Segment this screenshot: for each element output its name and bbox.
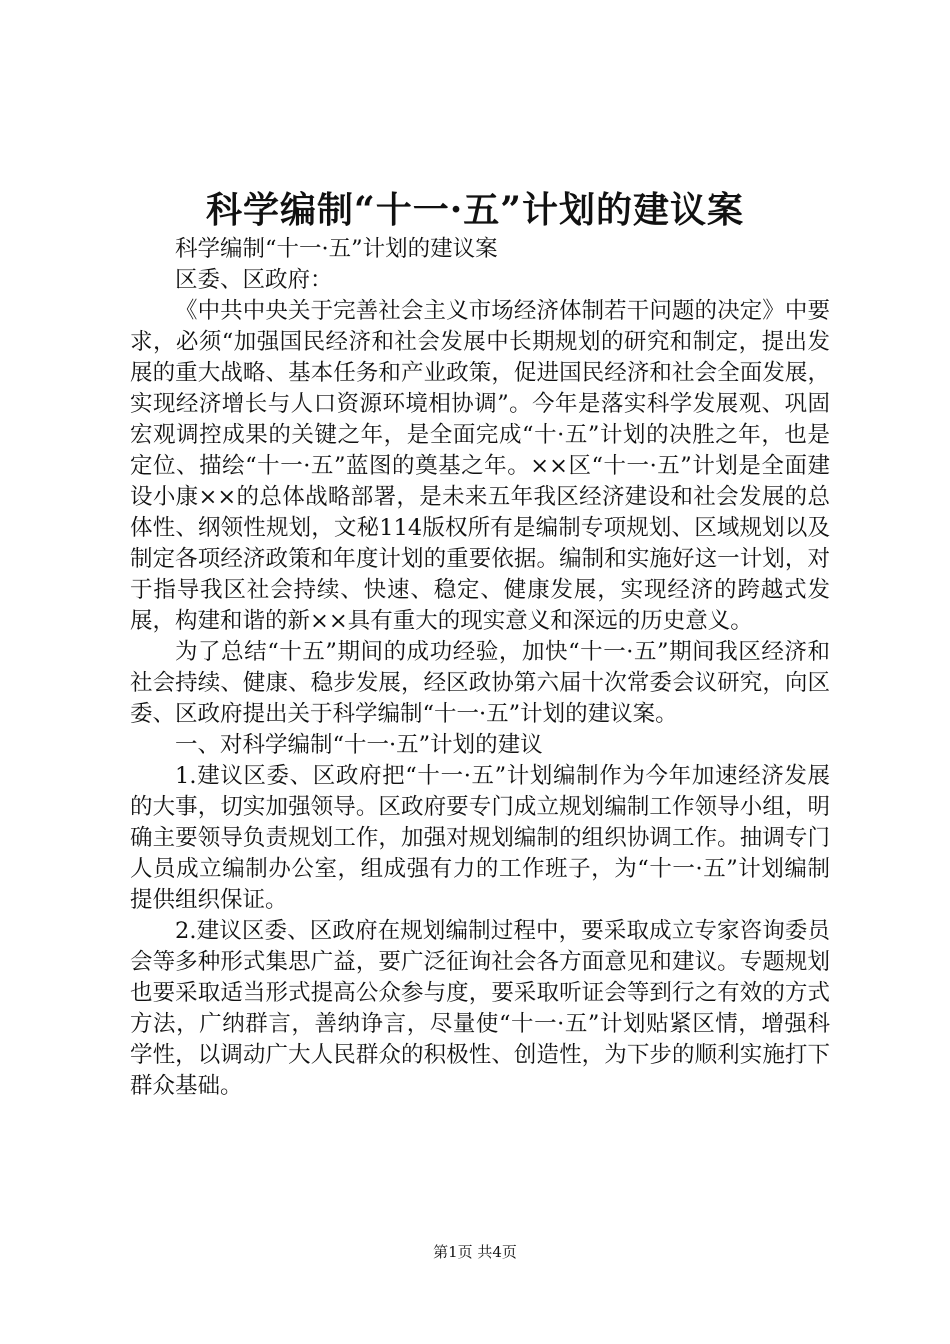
- body-paragraph: 2.建议区委、区政府在规划编制过程中，要采取成立专家咨询委员会等多种形式集思广益，要广泛征询社会各方面意见和建议。专题规划也要采取适当形式提高公众参与度，要采取听证会等到行之有效的方式方法，广纳群言，善纳诤言，尽量使“十一·五”计划贴紧区情，增强科学性，以调动广大人民群众的积极性、创造性，为下步的顺利实施打下群众基础。: [130, 918, 830, 1099]
- document-body: [130, 234, 830, 1102]
- body-paragraph: 《中共中央关于完善社会主义市场经济体制若干问题的决定》中要求，必须“加强国民经济和社会发展中长期规划的研究和制定，提出发展的重大战略、基本任务和产业政策，促进国民经济和社会全面发展，实现经济增长与人口资源环境相协调”。今年是落实科学发展观、巩固宏观调控成果的关键之年，是全面完成“十·五”计划的决胜之年，也是定位、描绘“十一·五”蓝图的奠基之年。××区“十一·五”计划是全面建设小康××的总体战略部署，是未来五年我区经济建设和社会发展的总体性、纲领性规划，文秘114版权所有是编制专项规划、区域规划以及制定各项经济政策和年度计划的重要依据。编制和实施好这一计划，对于指导我区社会持续、快速、稳定、健康发展，实现经济的跨越式发展，构建和谐的新××具有重大的现实意义和深远的历史意义。: [130, 298, 830, 634]
- salutation-paragraph: 区委、区政府：: [175, 267, 333, 293]
- body-paragraph: 为了总结“十五”期间的成功经验，加快“十一·五”期间我区经济和社会持续、健康、稳步发展，经区政协第六届十次常委会议研究，向区委、区政府提出关于科学编制“十一·五”计划的建议案。: [130, 639, 830, 727]
- body-paragraph: 1.建议区委、区政府把“十一·五”计划编制作为今年加速经济发展的大事，切实加强领导。区政府要专门成立规划编制工作领导小组，明确主要领导负责规划工作，加强对规划编制的组织协调工作。抽调专门人员成立编制办公室，组成强有力的工作班子，为“十一·五”计划编制提供组织保证。: [130, 763, 830, 913]
- page-footer: 第1页 共4页: [433, 1243, 517, 1261]
- subtitle-paragraph: 科学编制“十一·五”计划的建议案: [175, 236, 498, 262]
- section-heading: 一、对科学编制“十一·五”计划的建议: [175, 732, 543, 758]
- document-title: 科学编制“十一·五”计划的建议案: [206, 189, 744, 231]
